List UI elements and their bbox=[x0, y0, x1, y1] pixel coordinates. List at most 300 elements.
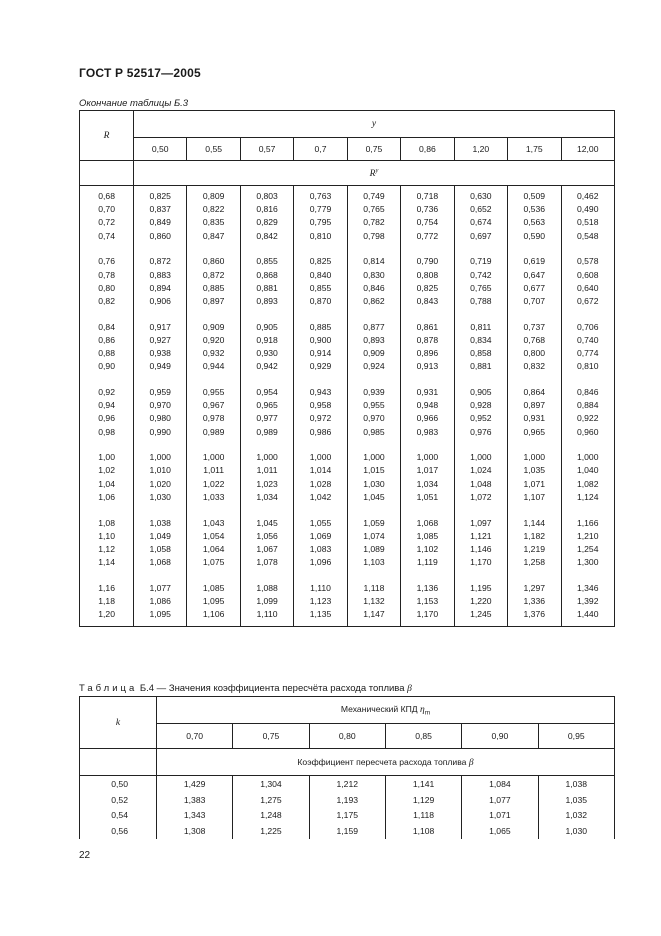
column-header-4: 0,75 bbox=[347, 138, 400, 161]
table-cell: 0,967 bbox=[202, 400, 225, 411]
table-cell: 0,640 bbox=[576, 282, 599, 293]
table-cell: 1,136 bbox=[416, 582, 439, 593]
table-cell: 1,04 bbox=[98, 478, 115, 489]
sub-header-beta: Коэффициент пересчета расхода топлива β bbox=[157, 749, 615, 776]
table-cell: 1,045 bbox=[256, 517, 278, 528]
document-title: ГОСТ Р 52517—2005 bbox=[79, 66, 201, 80]
table-cell: 1,118 bbox=[363, 582, 385, 593]
table-cell: 1,20 bbox=[98, 609, 115, 620]
table-cell: 0,790 bbox=[416, 256, 439, 267]
table-cell: 1,059 bbox=[363, 517, 385, 528]
table-cell: 0,896 bbox=[416, 348, 439, 359]
table-cell: 1,085 bbox=[416, 530, 439, 541]
column-header-0: 0,50 bbox=[134, 138, 187, 161]
table-cell: 1,072 bbox=[470, 491, 492, 502]
table-cell: 1,18 bbox=[98, 596, 115, 607]
table-cell: 0,509 bbox=[523, 191, 546, 201]
table-cell: 0,909 bbox=[202, 321, 225, 332]
table-cell: 1,014 bbox=[309, 465, 332, 476]
table-cell: 0,885 bbox=[202, 282, 225, 293]
table-cell: 1,440 bbox=[576, 609, 599, 620]
table-cell: 1,045 bbox=[363, 491, 385, 502]
table-cell: 1,077 bbox=[489, 794, 511, 805]
table-cell: 1,000 bbox=[416, 452, 439, 463]
table-cell: 1,000 bbox=[470, 452, 492, 463]
table-cell: 0,92 bbox=[98, 386, 115, 397]
table-cell: 0,949 bbox=[149, 361, 171, 372]
table-cell: 0,914 bbox=[309, 348, 332, 359]
table-cell: 0,608 bbox=[576, 269, 599, 280]
table-cell: 1,121 bbox=[470, 530, 492, 541]
table-cell: 1,095 bbox=[149, 609, 171, 620]
table-cell: 1,124 bbox=[576, 491, 599, 502]
column-header-7: 1,75 bbox=[508, 138, 561, 161]
table-cell: 0,905 bbox=[256, 321, 278, 332]
table-cell: 1,297 bbox=[523, 582, 546, 593]
table-cell: 1,300 bbox=[576, 557, 599, 568]
table-cell: 0,980 bbox=[149, 413, 171, 424]
table-cell: 0,955 bbox=[363, 400, 385, 411]
table-b4 bbox=[79, 696, 615, 839]
value-column-1 bbox=[187, 186, 240, 627]
table-cell: 0,842 bbox=[256, 230, 278, 241]
table-cell: 1,336 bbox=[523, 596, 546, 607]
table-cell: 0,860 bbox=[202, 256, 225, 267]
table-cell: 0,825 bbox=[416, 282, 439, 293]
table-cell: 0,803 bbox=[256, 191, 278, 201]
value-column-0 bbox=[157, 776, 233, 840]
table-cell: 0,619 bbox=[523, 256, 546, 267]
table-cell: 1,182 bbox=[523, 530, 546, 541]
table-cell: 0,970 bbox=[149, 400, 171, 411]
table-cell: 0,763 bbox=[309, 191, 332, 201]
table-cell: 1,095 bbox=[202, 596, 225, 607]
table-cell: 1,015 bbox=[363, 465, 385, 476]
table-cell: 0,861 bbox=[416, 321, 439, 332]
column-header-0: 0,70 bbox=[157, 724, 233, 749]
table-cell: 0,989 bbox=[202, 426, 225, 437]
table-cell: 1,308 bbox=[183, 825, 206, 836]
table-cell: 0,78 bbox=[98, 269, 115, 280]
table-cell: 0,98 bbox=[98, 426, 115, 437]
table-cell: 0,52 bbox=[111, 794, 128, 805]
table-cell: 0,707 bbox=[523, 295, 546, 306]
table-cell: 0,737 bbox=[523, 321, 546, 332]
table-cell: 0,977 bbox=[256, 413, 278, 424]
table-cell: 0,872 bbox=[202, 269, 225, 280]
column-header-6: 1,20 bbox=[454, 138, 507, 161]
table-cell: 1,030 bbox=[565, 825, 588, 836]
table-cell: 0,986 bbox=[309, 426, 332, 437]
column-header-1: 0,55 bbox=[187, 138, 240, 161]
table-cell: 0,590 bbox=[523, 230, 546, 241]
table-cell: 1,082 bbox=[576, 478, 599, 489]
table-cell: 0,772 bbox=[416, 230, 439, 241]
table-cell: 1,102 bbox=[416, 543, 439, 554]
value-column-3 bbox=[294, 186, 347, 627]
row-header-blank bbox=[80, 161, 134, 186]
value-column-5 bbox=[401, 186, 454, 627]
table-cell: 0,822 bbox=[202, 204, 225, 215]
row-header-r: R bbox=[80, 111, 134, 161]
table-cell: 1,068 bbox=[149, 557, 171, 568]
table-cell: 0,94 bbox=[98, 400, 115, 411]
table-cell: 1,376 bbox=[523, 609, 546, 620]
table-cell: 0,855 bbox=[309, 282, 332, 293]
table-cell: 1,000 bbox=[309, 452, 332, 463]
table-cell: 0,843 bbox=[416, 295, 439, 306]
table-b3-body bbox=[80, 186, 615, 627]
table-cell: 0,858 bbox=[470, 348, 492, 359]
table-cell: 1,000 bbox=[523, 452, 546, 463]
table-cell: 0,80 bbox=[98, 282, 115, 293]
table-cell: 0,860 bbox=[149, 230, 171, 241]
table-cell: 0,909 bbox=[363, 348, 385, 359]
table-b4-caption: Таблица Б.4 — Значения коэффициента пересчёта расхода топлива β bbox=[79, 683, 412, 694]
table-cell: 0,893 bbox=[256, 295, 278, 306]
table-cell: 1,06 bbox=[98, 491, 115, 502]
table-cell: 0,814 bbox=[363, 256, 385, 267]
table-cell: 0,832 bbox=[523, 361, 546, 372]
table-cell: 0,931 bbox=[416, 386, 439, 397]
table-cell: 1,042 bbox=[309, 491, 332, 502]
table-cell: 1,078 bbox=[256, 557, 278, 568]
table-cell: 0,86 bbox=[98, 334, 115, 345]
table-cell: 0,872 bbox=[149, 256, 171, 267]
table-cell: 0,736 bbox=[416, 204, 439, 215]
table-cell: 0,897 bbox=[523, 400, 546, 411]
table-cell: 1,065 bbox=[489, 825, 511, 836]
table-cell: 0,846 bbox=[363, 282, 385, 293]
table-cell: 0,647 bbox=[523, 269, 546, 280]
column-header-2: 0,80 bbox=[309, 724, 385, 749]
table-cell: 0,929 bbox=[309, 361, 332, 372]
table-cell: 1,085 bbox=[202, 582, 225, 593]
column-header-3: 0,7 bbox=[294, 138, 347, 161]
table-cell: 0,825 bbox=[309, 256, 332, 267]
value-column-6 bbox=[454, 186, 507, 627]
table-cell: 1,020 bbox=[149, 478, 171, 489]
column-header-3: 0,85 bbox=[385, 724, 461, 749]
table-cell: 0,944 bbox=[202, 361, 225, 372]
table-cell: 0,881 bbox=[470, 361, 492, 372]
table-cell: 0,918 bbox=[256, 334, 278, 345]
table-cell: 0,900 bbox=[309, 334, 332, 345]
value-column-4 bbox=[347, 186, 400, 627]
column-header-1: 0,75 bbox=[233, 724, 309, 749]
table-cell: 0,816 bbox=[256, 204, 278, 215]
table-cell: 0,928 bbox=[470, 400, 492, 411]
page-number: 22 bbox=[79, 850, 91, 861]
table-cell: 1,119 bbox=[416, 557, 438, 568]
table-cell: 0,835 bbox=[202, 217, 225, 228]
table-cell: 0,881 bbox=[256, 282, 278, 293]
table-cell: 0,837 bbox=[149, 204, 171, 215]
table-cell: 1,033 bbox=[202, 491, 225, 502]
table-cell: 0,976 bbox=[470, 426, 492, 437]
table-cell: 1,392 bbox=[576, 596, 599, 607]
value-column-0 bbox=[134, 186, 187, 627]
table-cell: 1,146 bbox=[470, 543, 492, 554]
table-cell: 0,808 bbox=[416, 269, 439, 280]
table-cell: 1,383 bbox=[183, 794, 206, 805]
table-cell: 1,000 bbox=[149, 452, 171, 463]
table-cell: 1,170 bbox=[416, 609, 439, 620]
table-cell: 0,847 bbox=[202, 230, 225, 241]
sub-header-ry: $R^y$ bbox=[134, 161, 615, 186]
table-cell: 0,829 bbox=[256, 217, 278, 228]
table-cell: 0,878 bbox=[416, 334, 439, 345]
table-cell: 1,219 bbox=[523, 543, 546, 554]
table-cell: 0,948 bbox=[416, 400, 439, 411]
table-cell: 1,051 bbox=[416, 491, 439, 502]
table-cell: 0,800 bbox=[523, 348, 546, 359]
table-cell: 1,147 bbox=[363, 609, 385, 620]
table-cell: 1,000 bbox=[202, 452, 225, 463]
table-cell: 0,825 bbox=[149, 191, 171, 201]
table-cell: 0,938 bbox=[149, 348, 171, 359]
table-cell: 0,920 bbox=[202, 334, 225, 345]
table-cell: 1,103 bbox=[363, 557, 385, 568]
table-cell: 1,110 bbox=[256, 609, 278, 620]
table-cell: 1,254 bbox=[576, 543, 599, 554]
table-cell: 1,075 bbox=[202, 557, 225, 568]
table-cell: 1,071 bbox=[489, 810, 511, 820]
table-cell: 1,245 bbox=[470, 609, 492, 620]
table-cell: 0,652 bbox=[470, 204, 492, 215]
table-cell: 0,846 bbox=[576, 386, 599, 397]
value-column-5 bbox=[538, 776, 614, 840]
table-cell: 0,798 bbox=[363, 230, 385, 241]
column-header-row bbox=[80, 724, 615, 749]
table-cell: 1,141 bbox=[412, 779, 435, 789]
table-cell: 1,030 bbox=[149, 491, 171, 502]
table-cell: 0,959 bbox=[149, 386, 171, 397]
table-cell: 1,069 bbox=[309, 530, 332, 541]
table-cell: 0,862 bbox=[363, 295, 385, 306]
table-cell: 0,768 bbox=[523, 334, 546, 345]
table-cell: 1,048 bbox=[470, 478, 492, 489]
column-header-8: 12,00 bbox=[561, 138, 615, 161]
table-cell: 1,035 bbox=[565, 794, 588, 805]
table-cell: 1,16 bbox=[98, 582, 115, 593]
table-cell: 0,630 bbox=[470, 191, 492, 201]
table-cell: 1,135 bbox=[309, 609, 332, 620]
table-cell: 0,990 bbox=[149, 426, 171, 437]
table-cell: 1,011 bbox=[256, 465, 278, 476]
table-cell: 0,82 bbox=[98, 295, 115, 306]
table-cell: 1,106 bbox=[202, 609, 225, 620]
table-cell: 0,782 bbox=[363, 217, 385, 228]
table-cell: 1,017 bbox=[416, 465, 439, 476]
table-cell: 0,965 bbox=[523, 426, 546, 437]
r-value-column bbox=[80, 186, 134, 627]
table-cell: 0,70 bbox=[98, 204, 115, 215]
table-cell: 0,749 bbox=[363, 191, 385, 201]
table-cell: 1,12 bbox=[98, 543, 115, 554]
table-cell: 0,563 bbox=[523, 217, 546, 228]
table-cell: 1,118 bbox=[413, 810, 435, 820]
table-cell: 0,931 bbox=[523, 413, 546, 424]
table-cell: 1,248 bbox=[260, 810, 282, 820]
table-cell: 1,035 bbox=[523, 465, 546, 476]
table-cell: 1,083 bbox=[309, 543, 332, 554]
table-cell: 1,064 bbox=[202, 543, 225, 554]
row-header-blank bbox=[80, 749, 157, 776]
table-cell: 0,765 bbox=[363, 204, 385, 215]
table-cell: 0,809 bbox=[202, 191, 225, 201]
table-b3-caption: Окончание таблицы Б.3 bbox=[79, 98, 189, 109]
table-cell: 1,074 bbox=[363, 530, 385, 541]
table-cell: 0,754 bbox=[416, 217, 439, 228]
table-cell: 0,883 bbox=[149, 269, 171, 280]
table-cell: 0,954 bbox=[256, 386, 278, 397]
table-cell: 1,096 bbox=[309, 557, 332, 568]
table-cell: 1,258 bbox=[523, 557, 546, 568]
table-b3 bbox=[79, 110, 615, 627]
table-cell: 0,897 bbox=[202, 295, 225, 306]
table-cell: 1,028 bbox=[309, 478, 332, 489]
table-cell: 0,965 bbox=[256, 400, 278, 411]
table-cell: 1,10 bbox=[98, 530, 115, 541]
table-cell: 1,067 bbox=[256, 543, 278, 554]
table-cell: 1,132 bbox=[363, 596, 385, 607]
table-cell: 1,056 bbox=[256, 530, 278, 541]
table-cell: 0,88 bbox=[98, 348, 115, 359]
table-cell: 0,706 bbox=[576, 321, 599, 332]
table-cell: 1,159 bbox=[336, 825, 359, 836]
value-column-8 bbox=[561, 186, 615, 627]
table-cell: 0,983 bbox=[416, 426, 439, 437]
table-cell: 1,010 bbox=[149, 465, 171, 476]
table-cell: 0,905 bbox=[470, 386, 492, 397]
table-cell: 0,958 bbox=[309, 400, 332, 411]
table-cell: 1,055 bbox=[309, 517, 332, 528]
table-cell: 0,913 bbox=[416, 361, 439, 372]
table-cell: 1,058 bbox=[149, 543, 171, 554]
table-cell: 1,023 bbox=[256, 478, 278, 489]
table-cell: 0,697 bbox=[470, 230, 492, 241]
table-cell: 1,086 bbox=[149, 596, 171, 607]
table-cell: 1,040 bbox=[576, 465, 599, 476]
table-cell: 0,788 bbox=[470, 295, 492, 306]
table-cell: 1,144 bbox=[523, 517, 546, 528]
table-cell: 0,932 bbox=[202, 348, 225, 359]
table-b4-body bbox=[80, 776, 615, 840]
table-cell: 1,034 bbox=[256, 491, 278, 502]
table-cell: 0,960 bbox=[576, 426, 599, 437]
table-cell: 0,884 bbox=[576, 400, 599, 411]
table-cell: 1,000 bbox=[363, 452, 385, 463]
table-cell: 0,972 bbox=[309, 413, 332, 424]
table-cell: 1,429 bbox=[183, 779, 206, 789]
table-cell: 1,225 bbox=[260, 825, 282, 836]
table-cell: 1,088 bbox=[256, 582, 278, 593]
table-cell: 1,077 bbox=[149, 582, 171, 593]
table-cell: 0,742 bbox=[470, 269, 492, 280]
table-cell: 0,924 bbox=[363, 361, 385, 372]
table-cell: 0,76 bbox=[98, 256, 115, 267]
table-cell: 0,939 bbox=[363, 386, 385, 397]
table-cell: 1,049 bbox=[149, 530, 171, 541]
table-cell: 0,877 bbox=[363, 321, 385, 332]
table-cell: 1,108 bbox=[412, 825, 435, 836]
table-cell: 1,123 bbox=[309, 596, 332, 607]
value-column-7 bbox=[508, 186, 561, 627]
row-header-k: k bbox=[80, 697, 157, 749]
table-cell: 0,50 bbox=[111, 779, 128, 789]
table-cell: 0,765 bbox=[470, 282, 492, 293]
table-cell: 0,811 bbox=[470, 321, 492, 332]
table-cell: 0,922 bbox=[576, 413, 599, 424]
table-cell: 1,212 bbox=[336, 779, 359, 789]
table-cell: 1,304 bbox=[260, 779, 282, 789]
table-cell: 1,000 bbox=[256, 452, 278, 463]
table-cell: 0,989 bbox=[256, 426, 278, 437]
table-cell: 1,275 bbox=[260, 794, 282, 805]
group-header-y: y bbox=[134, 111, 615, 138]
table-cell: 1,034 bbox=[416, 478, 439, 489]
table-cell: 1,346 bbox=[576, 582, 599, 593]
table-cell: 0,927 bbox=[149, 334, 171, 345]
table-cell: 1,068 bbox=[416, 517, 439, 528]
table-cell: 0,578 bbox=[576, 256, 599, 267]
table-cell: 0,978 bbox=[202, 413, 225, 424]
table-cell: 0,810 bbox=[309, 230, 332, 241]
table-cell: 1,193 bbox=[336, 794, 359, 805]
table-cell: 0,674 bbox=[470, 217, 492, 228]
table-cell: 1,129 bbox=[412, 794, 435, 805]
table-cell: 0,943 bbox=[309, 386, 332, 397]
column-header-2: 0,57 bbox=[240, 138, 293, 161]
table-cell: 0,68 bbox=[98, 191, 115, 201]
table-cell: 1,195 bbox=[470, 582, 492, 593]
table-cell: 0,906 bbox=[149, 295, 171, 306]
table-cell: 0,779 bbox=[309, 204, 332, 215]
table-cell: 1,043 bbox=[202, 517, 225, 528]
table-cell: 0,54 bbox=[111, 810, 128, 820]
table-cell: 1,343 bbox=[183, 810, 206, 820]
table-cell: 0,955 bbox=[202, 386, 225, 397]
table-cell: 1,054 bbox=[202, 530, 225, 541]
table-cell: 1,08 bbox=[98, 517, 115, 528]
value-column-2 bbox=[309, 776, 385, 840]
table-cell: 0,930 bbox=[256, 348, 278, 359]
table-cell: 0,462 bbox=[576, 191, 599, 201]
table-cell: 0,774 bbox=[576, 348, 599, 359]
value-column-4 bbox=[462, 776, 538, 840]
table-cell: 0,855 bbox=[256, 256, 278, 267]
table-cell: 1,110 bbox=[310, 582, 331, 593]
table-cell: 1,097 bbox=[470, 517, 492, 528]
table-cell: 1,153 bbox=[416, 596, 439, 607]
table-cell: 1,099 bbox=[256, 596, 278, 607]
table-cell: 0,677 bbox=[523, 282, 546, 293]
table-cell: 1,02 bbox=[98, 465, 115, 476]
table-cell: 0,970 bbox=[363, 413, 385, 424]
table-cell: 0,72 bbox=[98, 217, 115, 228]
column-header-row bbox=[80, 138, 615, 161]
table-cell: 0,917 bbox=[149, 321, 171, 332]
table-cell: 0,894 bbox=[149, 282, 171, 293]
table-cell: 0,985 bbox=[363, 426, 385, 437]
table-cell: 0,864 bbox=[523, 386, 546, 397]
column-header-5: 0,95 bbox=[538, 724, 614, 749]
table-cell: 0,952 bbox=[470, 413, 492, 424]
value-column-3 bbox=[385, 776, 461, 840]
table-cell: 1,170 bbox=[470, 557, 492, 568]
table-cell: 0,718 bbox=[416, 191, 439, 201]
